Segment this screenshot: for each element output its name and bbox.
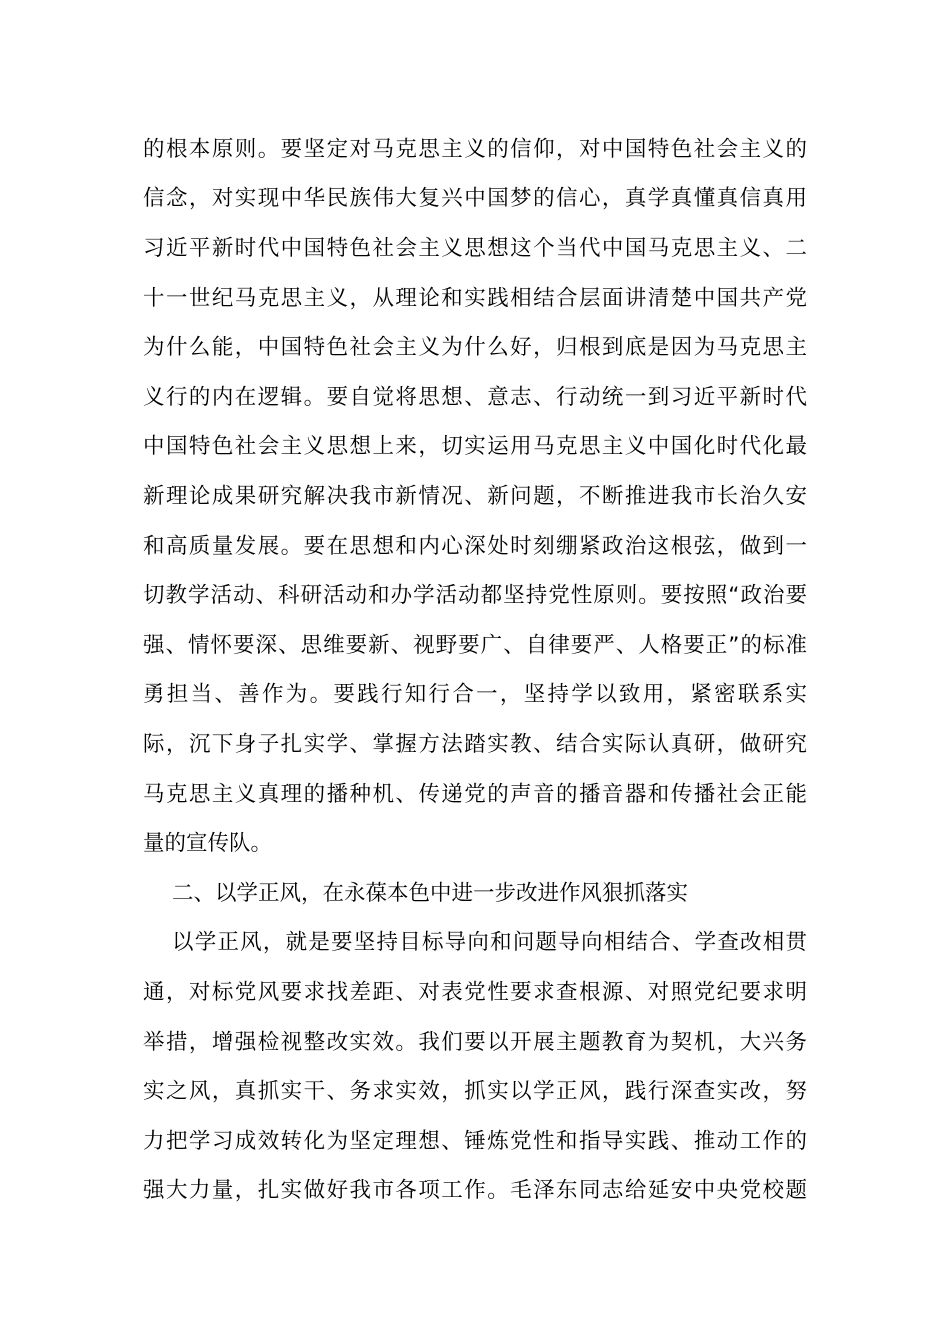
body-text-line: 的根本原则。要坚定对马克思主义的信仰，对中国特色社会主义的 (143, 137, 807, 162)
body-text-line: 义行的内在逻辑。要自觉将思想、意志、行动统一到习近平新时代 (143, 385, 807, 410)
body-text-line: 和高质量发展。要在思想和内心深处时刻绷紧政治这根弦，做到一 (143, 534, 807, 559)
body-text-line: 实之风，真抓实干、务求实效，抓实以学正风，践行深查实改，努 (143, 1079, 807, 1104)
body-text-line: 通，对标党风要求找差距、对表党性要求查根源、对照党纪要求明 (143, 980, 807, 1005)
body-text-line: 中国特色社会主义思想上来，切实运用马克思主义中国化时代化最 (143, 434, 807, 459)
body-text-line: 为什么能，中国特色社会主义为什么好，归根到底是因为马克思主 (143, 335, 807, 360)
body-text-line: 切教学活动、科研活动和办学活动都坚持党性原则。要按照“政治要 (143, 583, 807, 608)
body-text-line: 新理论成果研究解决我市新情况、新问题，不断推进我市长治久安 (143, 484, 807, 509)
body-text-line: 量的宣传队。 (143, 831, 273, 856)
body-text-line: 以学正风，就是要坚持目标导向和问题导向相结合、学查改相贯 (172, 930, 807, 955)
body-text-line: 勇担当、善作为。要践行知行合一，坚持学以致用，紧密联系实 (143, 682, 807, 707)
body-text-line: 强、情怀要深、思维要新、视野要广、自律要严、人格要正”的标准 (143, 633, 807, 658)
body-text-line: 马克思主义真理的播种机、传递党的声音的播音器和传播社会正能 (143, 782, 807, 807)
body-text-line: 力把学习成效转化为坚定理想、锤炼党性和指导实践、推动工作的 (143, 1129, 807, 1154)
body-text-line: 际，沉下身子扎实学、掌握方法踏实教、结合实际认真研，做研究 (143, 732, 807, 757)
section-heading: 二、以学正风，在永葆本色中进一步改进作风狠抓落实 (172, 881, 689, 906)
body-text-line: 习近平新时代中国特色社会主义思想这个当代中国马克思主义、二 (143, 236, 807, 261)
body-text-line: 信念，对实现中华民族伟大复兴中国梦的信心，真学真懂真信真用 (143, 186, 807, 211)
body-text-line: 举措，增强检视整改实效。我们要以开展主题教育为契机，大兴务 (143, 1030, 807, 1055)
body-text-line: 十一世纪马克思主义，从理论和实践相结合层面讲清楚中国共产党 (143, 286, 807, 311)
body-text-line: 强大力量，扎实做好我市各项工作。毛泽东同志给延安中央党校题 (143, 1178, 807, 1203)
